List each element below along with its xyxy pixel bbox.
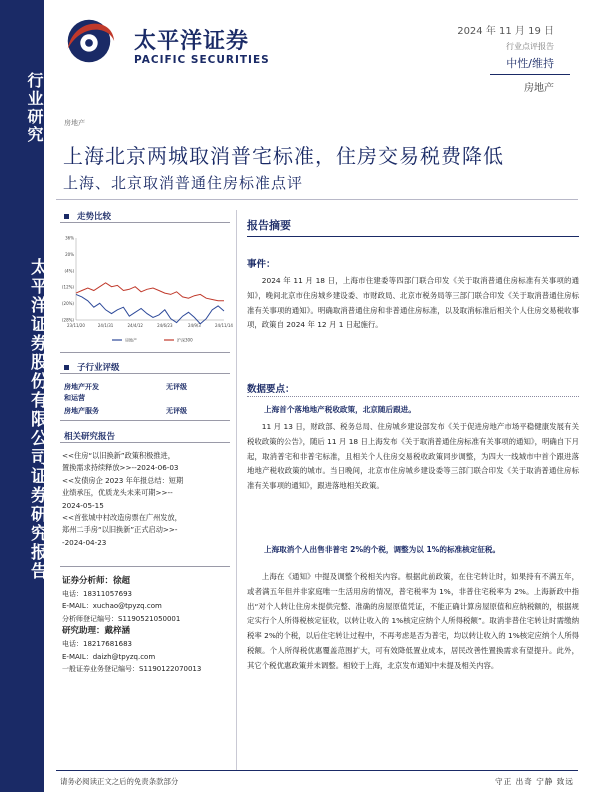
sub-industry-heading xyxy=(64,361,120,373)
square-bullet-icon xyxy=(64,214,69,219)
related-line: -2024-04-23 xyxy=(62,537,107,547)
report-type: 行业点评报告 xyxy=(506,42,554,51)
trend-heading xyxy=(64,210,111,222)
brand-name-cn: 太平洋证券 xyxy=(134,29,250,54)
chart-series-line-2 xyxy=(76,283,224,301)
chart-y-tick-label: 20% xyxy=(65,251,74,257)
brand-name-en: PACIFIC SECURITIES xyxy=(134,54,270,66)
related-line: <<首张城中村改造房票在广州发放， xyxy=(62,513,182,523)
left-band xyxy=(0,0,47,792)
assistant-heading xyxy=(62,625,234,638)
assistant-reg: 一般证券业务登记编号：S1190122070013 xyxy=(62,665,202,674)
analyst-info xyxy=(62,575,234,676)
sub-industry-rating: 无评级 xyxy=(166,383,187,391)
related-reports xyxy=(62,450,234,549)
footer-rule xyxy=(56,770,578,771)
industry-rating: 中性/维持 xyxy=(506,57,554,70)
sidebar-category: 行业研究 xyxy=(25,72,44,144)
summary-heading: 报告摘要 xyxy=(247,219,291,232)
point2-lead: 上海取消个人出售非普宅 2%的个税，调整为以 1%的标准核定征税。 xyxy=(264,545,501,554)
sector-label: 房地产 xyxy=(64,119,85,127)
header-divider xyxy=(490,74,570,75)
chart-y-tick-label: 36% xyxy=(65,235,74,241)
chart-bottom-rule xyxy=(60,352,230,353)
assistant-phone: 电话：18217681683 xyxy=(62,639,132,648)
chart-x-tick-label: 24/9/3 xyxy=(187,323,201,328)
company-motto: 守正 出奇 宁静 致远 xyxy=(495,777,574,786)
related-line: 郑州二手房“以旧换新”正式启动>>- xyxy=(62,525,178,535)
event-text: 2024 年 11 月 18 日，上海市住建委等四部门联合印发《关于取消普通住房标准有关事项的通知》，晚间北京市住房城乡建设委、市财政局、北京市税务局等三部门联合印发《关于取消普通住房标准有关事项的通知》。明确取消普通住房和非普通住房标准，以及取消标准后相关个人住房交易税收事项，政策自 2024 年 12 月 1 日起施行。 xyxy=(247,276,579,330)
chart-x-tick-label: 23/11/20 xyxy=(67,323,85,328)
points-heading: 数据要点： xyxy=(247,384,295,395)
chart-legend-label: 房地产 xyxy=(125,337,137,343)
sub-industry-name: 房地产开发 xyxy=(64,383,99,391)
sub-industry-name: 房地产服务 xyxy=(64,407,99,415)
header-sector: 房地产 xyxy=(524,83,554,94)
related-line: 业绩承压，优质龙头未来可期>>-- xyxy=(62,488,173,498)
assistant-name: 戴梓涵 xyxy=(104,626,131,637)
related-rule xyxy=(60,442,230,443)
related-line: 2024-05-15 xyxy=(62,500,104,510)
assistant-label: 研究助理： xyxy=(62,626,105,637)
summary-rule xyxy=(247,236,579,237)
chart-series-line-1 xyxy=(76,294,224,323)
related-heading: 相关研究报告 xyxy=(64,432,116,442)
trend-chart-svg xyxy=(60,232,233,350)
chart-legend-label: 沪深300 xyxy=(177,337,193,343)
analyst-email: E-MAIL：xuchao@tpyzq.com xyxy=(62,602,162,611)
trend-heading-text: 走势比较 xyxy=(77,212,112,222)
sidebar-company: 太平洋证券股份有限公司证券研究报告 xyxy=(27,258,47,581)
disclaimer-note: 请务必阅读正文之后的免责条款部分 xyxy=(60,777,179,786)
sub-industry-rating: 无评级 xyxy=(166,407,187,415)
sub-industry-name: 和运营 xyxy=(64,394,85,402)
chart-x-tick-label: 24/4/12 xyxy=(127,323,143,328)
related-line: 置换需求持续释放>>--2024-06-03 xyxy=(62,463,179,473)
report-title: 上海北京两城取消普宅标准，住房交易税费降低 xyxy=(63,144,504,168)
sub-industry-bottom-rule xyxy=(60,420,230,421)
trend-chart xyxy=(60,232,233,350)
point1-text: 11 月 13 日，财政部、税务总局、住房城乡建设部发布《关于促进房地产市场平稳健康发展有关税收政策的公告》，随后 11 月 18 日上海发布《关于取消普通住房标准有关事项的通知》，明确自下月起，取消普宅和非普宅标准，且相关个人住房交易税收政策同步调整，为四大一线城市中首个跟进落地地产税收政策的城市。当日晚间，北京市住房城乡建设委等三部门联合印发《关于取消普通住房标准有关事项的通知》，跟进落地相关政策。 xyxy=(247,422,579,491)
chart-y-tick-label: (20%) xyxy=(61,301,74,307)
related-line: <<发债房企 2023 年年报总结：短期 xyxy=(62,475,184,485)
column-divider xyxy=(236,210,237,770)
trend-rule xyxy=(60,222,230,223)
analyst-phone: 电话：18311057693 xyxy=(62,589,132,598)
sub-industry-rule xyxy=(60,373,230,374)
chart-x-tick-label: 24/11/14 xyxy=(215,323,233,328)
analyst-reg: 分析师登记编号：S1190521050001 xyxy=(62,614,181,623)
chart-y-tick-label: (4%) xyxy=(64,268,74,274)
chart-x-tick-label: 24/6/23 xyxy=(157,323,173,328)
chart-y-tick-label: (28%) xyxy=(61,317,74,323)
report-date: 2024 年 11 月 19 日 xyxy=(457,26,554,37)
related-bottom-rule xyxy=(60,566,230,567)
square-bullet-icon xyxy=(64,365,69,370)
brand-logo xyxy=(60,10,280,82)
chart-x-tick-label: 24/1/31 xyxy=(97,323,114,328)
report-subtitle: 上海、北京取消普通住房标准点评 xyxy=(63,174,304,192)
point2-text: 上海在《通知》中提及调整个税相关内容。根据此前政策，在住宅转让时，如果持有不满五年，或者满五年但并非家庭唯一生活用房的情况，普宅税率为 1%，非普住宅税率为 2%。上海新政中指出“对个人转让住房未提供完整、准确的房屋原值凭证，不能正确计算房屋原值和应纳税额的，根据规定实行个人所得税核定征收，以转让收入的 1%核定应纳个人所得税额”。取消非普住宅转让时需缴纳税率 2%的个税，以后住宅转让过程中，不再考虑是否为普宅，均以转让收入的 1%核定应纳个人所得税额。个人所得税优惠覆盖范围扩大，可有效降低置业成本，居民改善性置换需求有望提升。此外，其它个税优惠政策并未调整。相较于上海，北京发布通知中未提及相关内容。 xyxy=(247,572,579,670)
analyst-heading xyxy=(62,575,234,588)
event-heading: 事件： xyxy=(247,259,276,270)
analyst-label: 证券分析师： xyxy=(62,576,114,586)
points-dotted-rule xyxy=(247,396,579,397)
title-divider xyxy=(56,199,578,200)
logo-emblem-icon xyxy=(60,12,118,70)
sub-industry-heading-text: 子行业评级 xyxy=(77,363,120,373)
related-line: <<住房“以旧换新”政策积极推进， xyxy=(62,451,175,460)
analyst-name: 徐超 xyxy=(113,576,131,586)
chart-y-tick-label: (12%) xyxy=(61,284,74,290)
point1-lead: 上海首个落地地产税收政策，北京随后跟进。 xyxy=(264,405,416,414)
assistant-email: E-MAIL：daizh@tpyzq.com xyxy=(62,652,156,661)
